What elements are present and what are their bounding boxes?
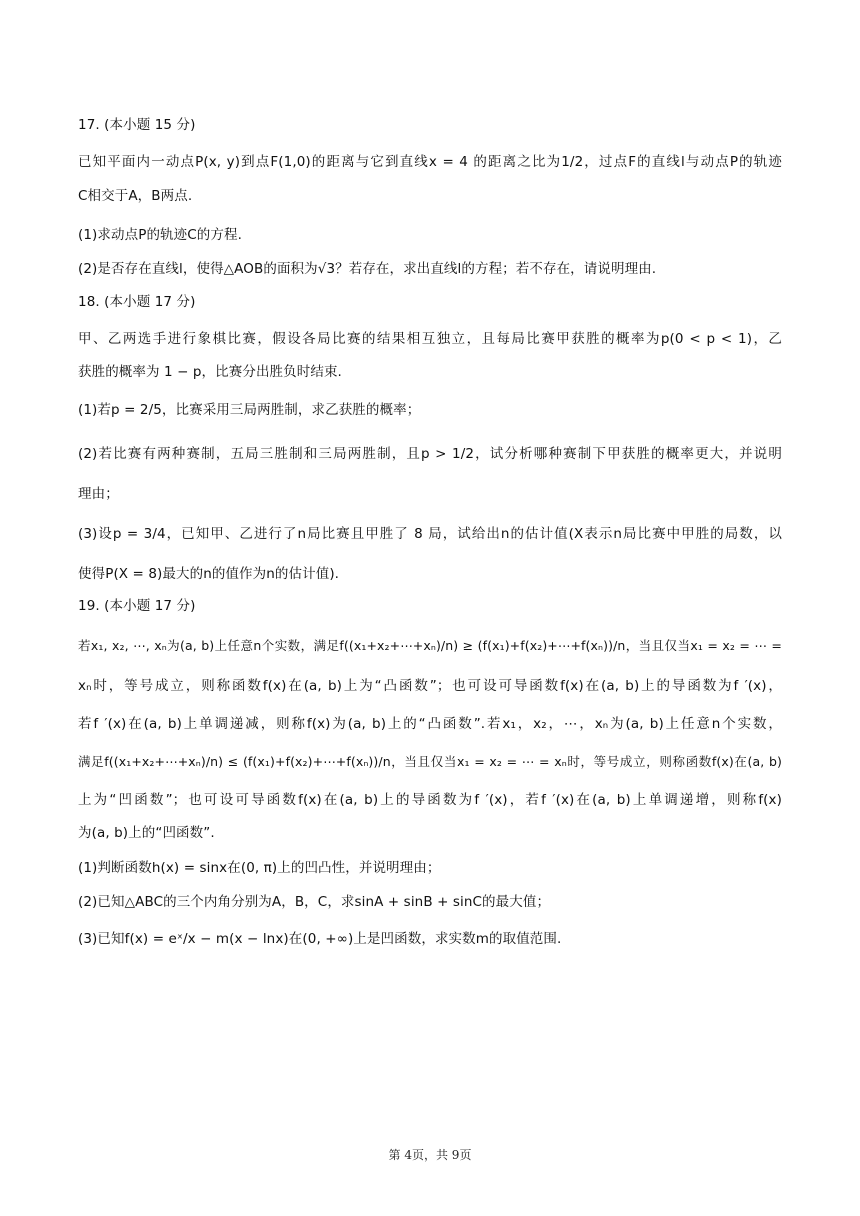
q17-part-2: (2)是否存在直线l，使得△AOB的面积为√3？若存在，求出直线l的方程；若不存在，请说明理由. [78,261,657,277]
q18-part-3-line-2: 使得P(X = 8)最大的n的值作为n的估计值). [78,566,340,582]
q17-part-1: (1)求动点P的轨迹C的方程. [78,227,242,243]
q17-stem-line-2: C相交于A，B两点. [78,188,193,204]
q19-stem-line-2: xₙ时，等号成立，则称函数f(x)在(a, b)上为“凸函数”；也可设可导函数f(x)在(a, b)上的导函数为f ′(x)， [78,678,782,694]
q19-part-2: (2)已知△ABC的三个内角分别为A，B，C，求sinA + sinB + sinC的最大值； [78,894,551,910]
q19-stem-line-6: 为(a, b)上的“凹函数”. [78,825,215,841]
q18-stem-line-2: 获胜的概率为 1 − p，比赛分出胜负时结束. [78,364,342,380]
q18-part-2-line-1: (2)若比赛有两种赛制，五局三胜制和三局两胜制，且p > 1/2，试分析哪种赛制下甲获胜的概率更大，并说明 [78,446,782,462]
q19-part-3: (3)已知f(x) = eˣ/x − m(x − lnx)在(0, +∞)上是凹函数，求实数m的取值范围. [78,931,562,947]
q19-header: 19. (本小题 17 分) [78,598,196,614]
q19-stem-line-3: 若f ′(x)在(a, b)上单调递减，则称f(x)为(a, b)上的“凸函数”.若x₁，x₂，⋯，xₙ为(a, b)上任意n个实数， [78,716,782,732]
q18-stem-line-1: 甲、乙两选手进行象棋比赛，假设各局比赛的结果相互独立，且每局比赛甲获胜的概率为p(0 < p < 1)，乙 [78,331,782,347]
q19-stem-line-1: 若x₁, x₂, ⋯, xₙ为(a, b)上任意n个实数，满足f((x₁+x₂+⋯+xₙ)/n) ≥ (f(x₁)+f(x₂)+⋯+f(xₙ))/n，当且仅当x₁ = x₂ = ⋯ = [78,638,782,653]
q18-header: 18. (本小题 17 分) [78,294,196,310]
page-footer: 第 4页，共 9页 [388,1148,472,1162]
q18-part-3-line-1: (3)设p = 3/4，已知甲、乙进行了n局比赛且甲胜了 8 局，试给出n的估计值(X表示n局比赛中甲胜的局数，以 [78,526,782,542]
q19-stem-line-4: 满足f((x₁+x₂+⋯+xₙ)/n) ≤ (f(x₁)+f(x₂)+⋯+f(xₙ))/n，当且仅当x₁ = x₂ = ⋯ = xₙ时，等号成立，则称函数f(x)在(a, b) [78,754,782,769]
q17-stem-line-1: 已知平面内一动点P(x, y)到点F(1,0)的距离与它到直线x = 4 的距离之比为1/2，过点F的直线l与动点P的轨迹 [78,154,782,170]
q19-part-1: (1)判断函数h(x) = sinx在(0, π)上的凹凸性，并说明理由； [78,860,441,876]
q18-part-2-line-2: 理由； [78,486,119,502]
q18-part-1: (1)若p = 2/5，比赛采用三局两胜制，求乙获胜的概率； [78,402,421,418]
q19-stem-line-5: 上为“凹函数”；也可设可导函数f(x)在(a, b)上的导函数为f ′(x)，若f ′(x)在(a, b)上单调递增，则称f(x) [78,792,782,808]
q17-header: 17. (本小题 15 分) [78,117,196,133]
